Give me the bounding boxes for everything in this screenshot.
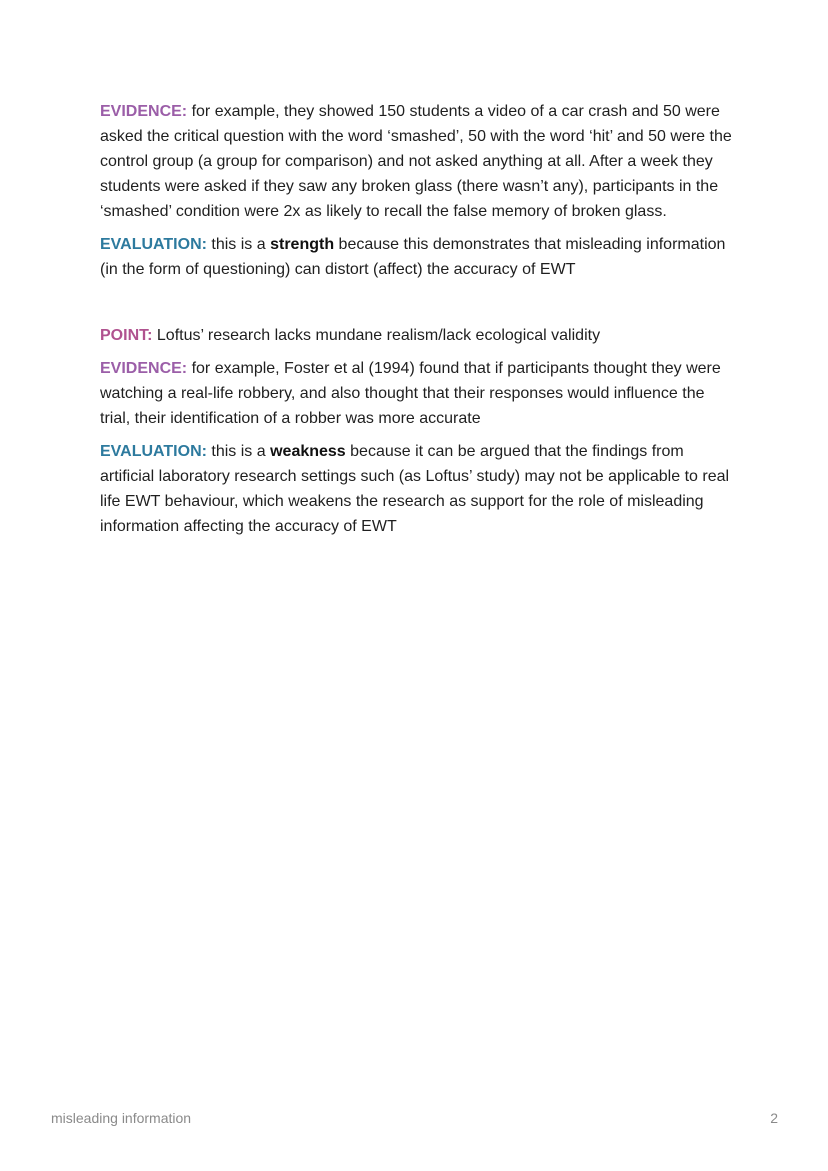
evaluation-label: EVALUATION: bbox=[100, 443, 207, 460]
section-spacer bbox=[100, 290, 736, 323]
page-content bbox=[100, 99, 736, 547]
evaluation-text-pre: this is a bbox=[206, 236, 271, 253]
footer-title: misleading information bbox=[51, 1110, 192, 1126]
evaluation-keyword: strength bbox=[270, 236, 335, 253]
evidence-paragraph-2 bbox=[100, 356, 736, 431]
evaluation-text-post: because it can be argued that the findings from artificial laboratory research settings such (as Loftus’ study) may not be applicable to real life EWT behaviour, which weakens the research as support for the role of misleading information affecting the accuracy of EWT bbox=[100, 443, 730, 535]
page-number: 2 bbox=[770, 1110, 778, 1126]
evidence-paragraph-1 bbox=[100, 99, 736, 224]
evaluation-text-pre: this is a bbox=[206, 443, 271, 460]
evaluation-text-post: because this demonstrates that misleading information (in the form of questioning) can distort (affect) the accuracy of EWT bbox=[100, 236, 726, 278]
evidence-label: EVIDENCE: bbox=[100, 360, 188, 377]
evidence-label: EVIDENCE: bbox=[100, 103, 188, 120]
evidence-text: for example, they showed 150 students a video of a car crash and 50 were asked the critical question with the word ‘smashed’, 50 with the word ‘hit’ and 50 were the control group (a group for comparison) and not asked anything at all. After a week they students were asked if they saw any broken glass (there wasn’t any), participants in the ‘smashed’ condition were 2x as likely to recall the false memory of broken glass. bbox=[100, 103, 732, 220]
evaluation-label: EVALUATION: bbox=[100, 236, 207, 253]
page-footer bbox=[51, 1110, 778, 1130]
point-label: POINT: bbox=[100, 327, 153, 344]
evaluation-paragraph-1 bbox=[100, 232, 736, 282]
evaluation-paragraph-2 bbox=[100, 439, 736, 539]
point-paragraph-2 bbox=[100, 323, 736, 348]
evaluation-keyword: weakness bbox=[270, 443, 346, 460]
evidence-text: for example, Foster et al (1994) found that if participants thought they were watching a real-life robbery, and also thought that their responses would influence the trial, their identification of a robber was more accurate bbox=[100, 360, 721, 427]
point-text: Loftus’ research lacks mundane realism/lack ecological validity bbox=[152, 327, 601, 344]
